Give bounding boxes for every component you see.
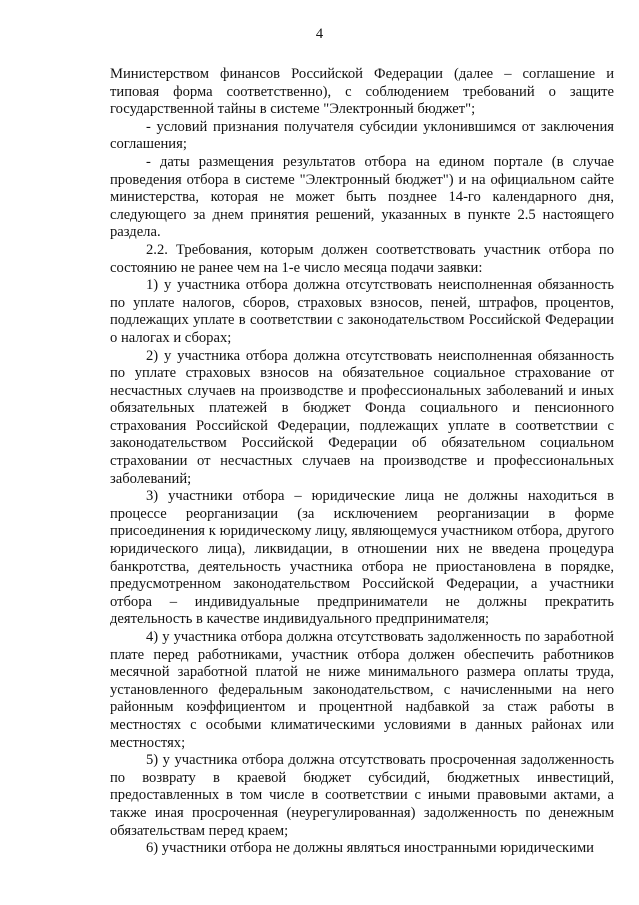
paragraph: 6) участники отбора не должны являться иностранными юридическими: [146, 840, 594, 857]
paragraph: 2.2. Требования, которым должен соответствовать участник отбора по состоянию не ранее чем на 1-е число месяца подачи заявки:: [110, 241, 614, 276]
paragraph: 3) участники отбора – юридические лица не должны находиться в процессе реорганизации (за исключением реорганизации в форме присоединения к юридическому лицу, являющемуся участником отбора, другого юридического лица), ликвидации, в отношении них не введена процедура банкротства, деятельность участника отбора не приостановлена в порядке, предусмотренном законодательством Российской Федерации, а участники отбора – индивидуальные предприниматели не должны прекратить деятельность в качестве индивидуального предпринимателя;: [110, 488, 614, 628]
paragraph: 1) у участника отбора должна отсутствовать неисполненная обязанность по уплате налогов, сборов, страховых взносов, пеней, штрафов, процентов, подлежащих уплате в соответствии с законодательством Российской Федерации о налогах и сборах;: [110, 277, 614, 346]
paragraph: 4) у участника отбора должна отсутствовать задолженность по заработной плате перед работниками, участник отбора должен обеспечить работников месячной заработной платой не ниже минимального размера оплаты труда, установленного федеральным законодательством, с начисленными на него районным коэффициентом и процентной надбавкой за стаж работы в местностях с особыми климатическими условиями в данных районах или местностях;: [110, 629, 614, 751]
document-body: [110, 66, 614, 858]
paragraph: 5) у участника отбора должна отсутствовать просроченная задолженность по возврату в краевой бюджет субсидий, бюджетных инвестиций, предоставленных в том числе в соответствии с иными правовыми актами, а также иная просроченная (неурегулированная) задолженность по денежным обязательствам перед краем;: [110, 752, 614, 839]
page-number: 4: [315, 26, 324, 42]
paragraph: 2) у участника отбора должна отсутствовать неисполненная обязанность по уплате страховых взносов на обязательное социальное страхование от несчастных случаев на производстве и профессиональных заболеваний и иных обязательных платежей в бюджет Фонда социального и пенсионного страхования Российской Федерации, подлежащих уплате в соответствии с законодательством Российской Федерации об обязательном социальном страховании от несчастных случаев на производстве и профессиональных заболеваний;: [110, 347, 614, 487]
paragraph: Министерством финансов Российской Федерации (далее – соглашение и типовая форма соответственно), с соблюдением требований о защите государственной тайны в системе "Электронный бюджет";: [110, 66, 614, 118]
paragraph: - даты размещения результатов отбора на едином портале (в случае проведения отбора в системе "Электронный бюджет") и на официальном сайте министерства, которая не может быть позднее 14-го календарного дня, следующего за днем принятия решений, указанных в пункте 2.5 настоящего раздела.: [110, 153, 614, 241]
paragraph: - условий признания получателя субсидии уклонившимся от заключения соглашения;: [110, 118, 614, 153]
